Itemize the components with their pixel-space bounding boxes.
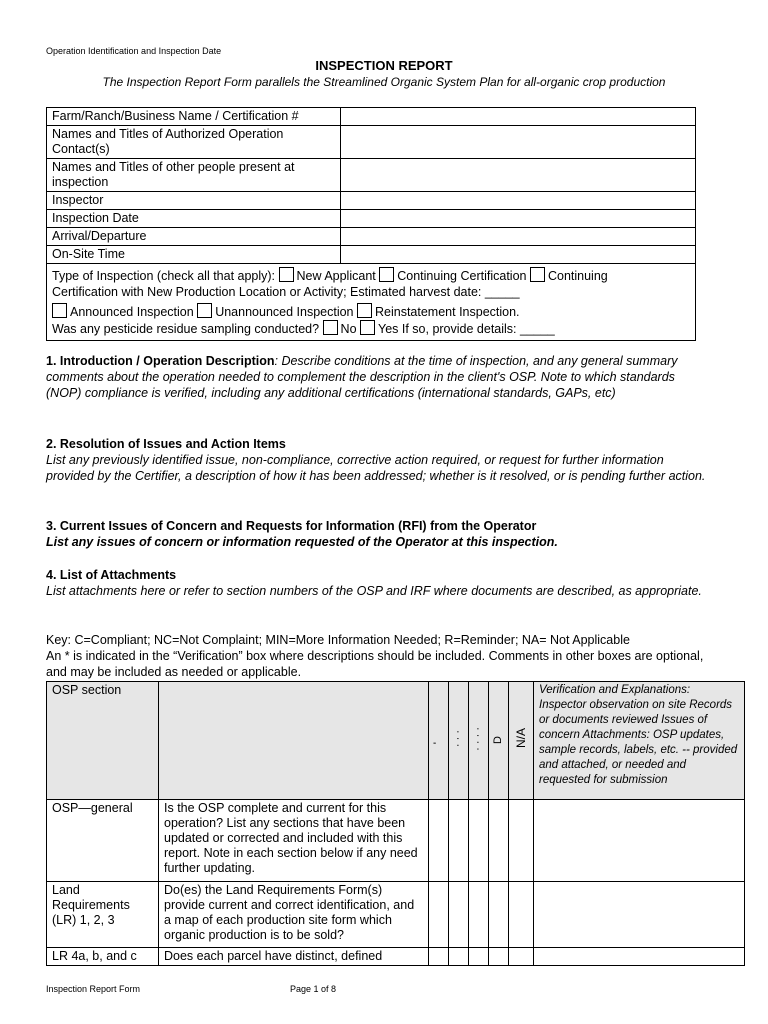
- info-value-field[interactable]: [341, 246, 696, 264]
- info-row: [47, 126, 696, 159]
- code-na-cell[interactable]: [509, 882, 534, 948]
- checklist-header-row: [47, 682, 745, 800]
- code-c-cell[interactable]: [429, 800, 449, 882]
- info-label: Farm/Ranch/Business Name / Certification #: [47, 108, 341, 126]
- section-attachments: [46, 567, 711, 599]
- code-nc-cell[interactable]: [449, 800, 469, 882]
- unannounced-label: Unannounced Inspection: [215, 305, 354, 319]
- code-nc-cell[interactable]: [449, 948, 469, 966]
- section-current-issues: [46, 518, 711, 550]
- continuing-new-location-label-b: Certification with New Production Location or Activity; Estimated harvest date: _____: [52, 285, 520, 299]
- pesticide-no-checkbox[interactable]: [323, 320, 338, 335]
- section-1-heading: 1. Introduction / Operation Description: [46, 354, 275, 368]
- info-label: Inspection Date: [47, 210, 341, 228]
- verification-cell[interactable]: [534, 882, 745, 948]
- verification-cell[interactable]: [534, 948, 745, 966]
- section-1-body: : Describe conditions at the time of inspection, and any general summary comments about the operation needed to complement the description in the client's OSP. Note to which standards (NOP) compliance is verified, including any additional certifications (international standards, GAPs, etc): [46, 354, 678, 400]
- code-na-cell[interactable]: [509, 948, 534, 966]
- info-label: Arrival/Departure: [47, 228, 341, 246]
- header-code-r: D: [489, 682, 509, 800]
- info-label: On-Site Time: [47, 246, 341, 264]
- section-resolution: [46, 436, 711, 484]
- header-verification: Verification and Explanations: Inspector observation on site Records or documents reviewed Issues of concern Attachments: OSP updates, sample records, labels, etc. -- provided and attached, or needed and requested for submission: [534, 682, 745, 800]
- info-row: [47, 246, 696, 264]
- header-code-c: ': [429, 682, 449, 800]
- row-question: Does each parcel have distinct, defined: [159, 948, 429, 966]
- info-value-field[interactable]: [341, 192, 696, 210]
- code-min-cell[interactable]: [469, 882, 489, 948]
- checklist-row: [47, 948, 745, 966]
- section-4-heading: 4. List of Attachments: [46, 568, 177, 582]
- info-label: Inspector: [47, 192, 341, 210]
- row-section: LR 4a, b, and c: [47, 948, 159, 966]
- code-r-cell[interactable]: [489, 882, 509, 948]
- continuing-certification-checkbox[interactable]: [379, 267, 394, 282]
- new-applicant-label: New Applicant: [296, 269, 376, 283]
- key-legend: [46, 632, 711, 680]
- checklist-table: [46, 681, 745, 966]
- checklist-row: [47, 882, 745, 948]
- page-title: INSPECTION REPORT: [315, 58, 453, 73]
- section-introduction: [46, 353, 711, 401]
- section-4-body: List attachments here or refer to section numbers of the OSP and IRF where documents are described, as appropriate.: [46, 584, 702, 598]
- header-question: [159, 682, 429, 800]
- header-code-nc: · · ·: [449, 682, 469, 800]
- code-c-cell[interactable]: [429, 882, 449, 948]
- continuing-certification-label: Continuing Certification: [397, 269, 527, 283]
- row-question: Is the OSP complete and current for this operation? List any sections that have been updated or corrected and included with this report. Note in each section below if any need further updating.: [159, 800, 429, 882]
- continuing-new-location-checkbox[interactable]: [530, 267, 545, 282]
- info-value-field[interactable]: [341, 108, 696, 126]
- info-value-field[interactable]: [341, 159, 696, 192]
- info-value-field[interactable]: [341, 126, 696, 159]
- header-code-na: N/A: [509, 682, 534, 800]
- pesticide-no-label: No: [340, 322, 357, 336]
- section-2-heading: 2. Resolution of Issues and Action Items: [46, 437, 286, 451]
- info-label: Names and Titles of other people present at inspection: [47, 159, 341, 192]
- header-code-min: · · · ·: [469, 682, 489, 800]
- footer-form-name: Inspection Report Form: [46, 984, 141, 994]
- reinstatement-label: Reinstatement Inspection.: [375, 305, 520, 319]
- info-value-field[interactable]: [341, 228, 696, 246]
- info-row: [47, 159, 696, 192]
- announced-checkbox[interactable]: [52, 303, 67, 318]
- unannounced-checkbox[interactable]: [197, 303, 212, 318]
- code-min-cell[interactable]: [469, 948, 489, 966]
- code-min-cell[interactable]: [469, 800, 489, 882]
- announced-label: Announced Inspection: [70, 305, 194, 319]
- new-applicant-checkbox[interactable]: [279, 267, 294, 282]
- section-3-body: List any issues of concern or information requested of the Operator at this inspection.: [46, 535, 558, 549]
- code-r-cell[interactable]: [489, 800, 509, 882]
- info-value-field[interactable]: [341, 210, 696, 228]
- info-row: [47, 210, 696, 228]
- operation-info-table: [46, 107, 696, 341]
- inspection-type-row: [47, 264, 696, 341]
- reinstatement-checkbox[interactable]: [357, 303, 372, 318]
- key-line: Key: C=Compliant; NC=Not Complaint; MIN=More Information Needed; R=Reminder; NA= Not Applicable: [46, 633, 630, 647]
- info-row: [47, 228, 696, 246]
- footer-page-number: Page 1 of 8: [290, 984, 337, 994]
- pesticide-yes-checkbox[interactable]: [360, 320, 375, 335]
- inspection-type-prefix: Type of Inspection (check all that apply):: [52, 269, 276, 283]
- code-na-cell[interactable]: [509, 800, 534, 882]
- header-osp-section: OSP section: [47, 682, 159, 800]
- row-section: OSP—general: [47, 800, 159, 882]
- info-row: [47, 192, 696, 210]
- code-c-cell[interactable]: [429, 948, 449, 966]
- section-2-body: List any previously identified issue, non-compliance, corrective action required, or request for further information provided by the Certifier, a description of how it has been addressed; whether is it resolved, or is pending further action.: [46, 453, 706, 483]
- continuing-new-location-label-a: Continuing: [547, 269, 608, 283]
- row-question: Do(es) the Land Requirements Form(s) provide current and correct identification, and a map of each production site form which organic production is to be sold?: [159, 882, 429, 948]
- row-section: Land Requirements (LR) 1, 2, 3: [47, 882, 159, 948]
- checklist-row: [47, 800, 745, 882]
- code-r-cell[interactable]: [489, 948, 509, 966]
- verification-cell[interactable]: [534, 800, 745, 882]
- top-label: Operation Identification and Inspection Date: [46, 46, 222, 56]
- info-row: [47, 108, 696, 126]
- section-3-heading: 3. Current Issues of Concern and Requests for Information (RFI) from the Operator: [46, 519, 537, 533]
- code-nc-cell[interactable]: [449, 882, 469, 948]
- verification-note: An * is indicated in the “Verification” box where descriptions should be included. Comments in other boxes are optional, and may be included as needed or applicable.: [46, 649, 704, 679]
- pesticide-yes-label: Yes If so, provide details: _____: [378, 322, 555, 336]
- page-subtitle: The Inspection Report Form parallels the Streamlined Organic System Plan for all-organic crop production: [102, 75, 666, 89]
- info-label: Names and Titles of Authorized Operation Contact(s): [47, 126, 341, 159]
- inspection-type-cell: [47, 264, 696, 341]
- pesticide-question: Was any pesticide residue sampling conducted?: [52, 322, 320, 336]
